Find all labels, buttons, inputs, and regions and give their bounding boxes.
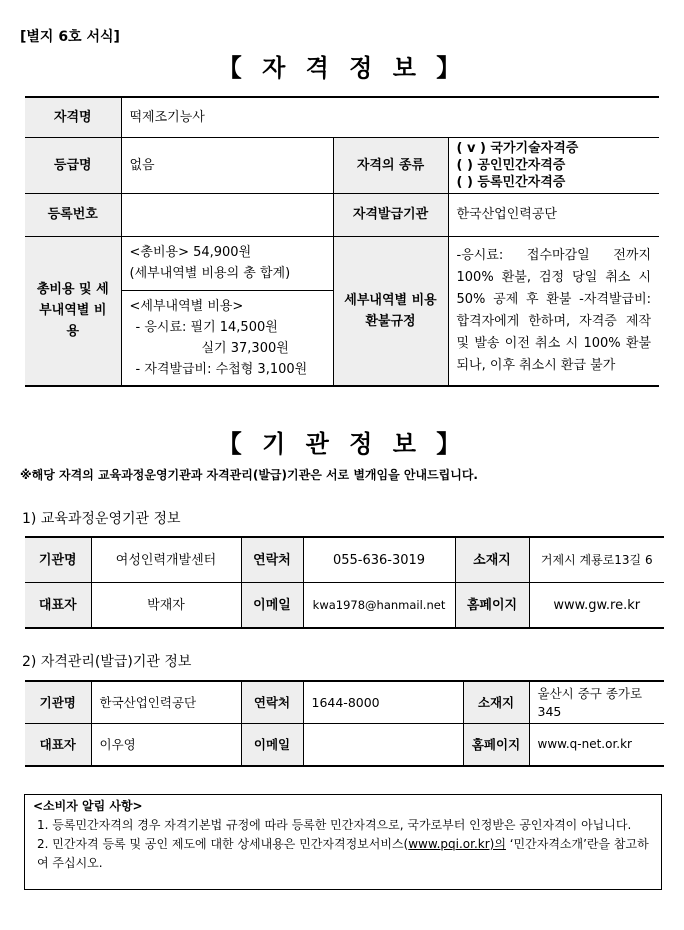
cost-total: [121, 236, 333, 290]
consumer-notice-item-1: 1. 등록민간자격의 경우 자격기본법 규정에 따라 등록한 민간자격으로, 국가로부터 인정받은 공인자격이 아닙니다.: [37, 818, 632, 832]
edu-rep-value: 박재자: [91, 583, 241, 629]
cost-detail: [121, 290, 333, 386]
consumer-notice-item-2-pre: 2. 민간자격 등록 및 공인 제도에 대한 상세내용은 민간자격정보서비스(: [37, 837, 409, 851]
edu-home-value: www.gw.re.kr: [529, 583, 664, 629]
edu-org-label: 기관명: [25, 537, 91, 583]
issuer-section-title: 2) 자격관리(발급)기관 정보: [22, 654, 192, 670]
qual-name-label: 자격명: [25, 97, 121, 137]
consumer-notice-title: <소비자 알림 사항>: [33, 799, 143, 813]
reg-number-label: 등록번호: [25, 193, 121, 236]
cost-detail-line3: - 자격발급비: 수첩형 3,100원: [135, 361, 308, 377]
edu-email-value: kwa1978@hanmail.net: [303, 583, 455, 629]
cost-detail-line1: - 응시료: 필기 14,500원: [135, 319, 278, 335]
edu-org-table: [25, 536, 664, 629]
qual-type-options: [448, 137, 659, 193]
cost-total-line2: (세부내역별 비용의 총 합계): [129, 266, 291, 281]
cost-detail-line2: 실기 37,300원: [201, 340, 289, 356]
issuer-org-label: 기관명: [25, 681, 91, 724]
form-tag: [별지 6호 서식]: [20, 29, 120, 45]
qualification-table: [25, 96, 659, 387]
consumer-notice-box: [24, 794, 662, 890]
organization-notice: ※해당 자격의 교육과정운영기관과 자격관리(발급)기관은 서로 별개임을 안내드립니다.: [20, 468, 478, 482]
qual-type-registered-private: ( ) 등록민간자격증: [456, 174, 566, 190]
edu-email-label: 이메일: [241, 583, 303, 629]
qual-name-value: 떡제조기능사: [121, 97, 659, 137]
reg-number-value: [121, 193, 333, 236]
edu-addr-label: 소재지: [455, 537, 529, 583]
edu-home-label: 홈페이지: [455, 583, 529, 629]
issuer-email-value: [303, 724, 463, 767]
issuer-value: 한국산업인력공단: [448, 193, 659, 236]
grade-label: 등급명: [25, 137, 121, 193]
issuer-addr-label: 소재지: [463, 681, 529, 724]
refund-label: 세부내역별 비용 환불규정: [333, 236, 448, 386]
issuer-org-value: 한국산업인력공단: [91, 681, 241, 724]
issuer-org-table: [25, 680, 664, 767]
issuer-label: 자격발급기관: [333, 193, 448, 236]
pqi-link[interactable]: www.pqi.or.kr)의: [408, 837, 506, 851]
edu-rep-label: 대표자: [25, 583, 91, 629]
issuer-home-value: www.q-net.or.kr: [529, 724, 664, 767]
grade-value: 없음: [121, 137, 333, 193]
refund-text: -응시료: 접수마감일 전까지 100% 환불, 검정 당일 취소 시 50% 공제 후 환불 -자격발급비: 합격자에게 한하며, 자격증 제작 및 발송 이전 취소 시 100% 환불되나, 이후 취소시 환급 불가: [448, 236, 659, 386]
edu-org-value: 여성인력개발센터: [91, 537, 241, 583]
consumer-notice-item-2-post: ‘민간자격소개’란을 참고하여 주십시오.: [37, 837, 649, 870]
issuer-contact-value: 1644-8000: [303, 681, 463, 724]
cost-total-line1: <총비용> 54,900원: [129, 245, 252, 260]
issuer-contact-label: 연락처: [241, 681, 303, 724]
issuer-email-label: 이메일: [241, 724, 303, 767]
edu-contact-label: 연락처: [241, 537, 303, 583]
qual-type-certified-private: ( ) 공인민간자격증: [456, 157, 566, 173]
qual-type-label: 자격의 종류: [333, 137, 448, 193]
issuer-rep-label: 대표자: [25, 724, 91, 767]
edu-addr-value: 거제시 계룡로13길 6: [529, 537, 664, 583]
cost-label: 총비용 및 세부내역별 비용: [25, 236, 121, 386]
qualification-info-title: 【 자 격 정 보 】: [217, 54, 467, 82]
consumer-notice-item-2: [33, 835, 653, 873]
edu-section-title: 1) 교육과정운영기관 정보: [22, 511, 181, 527]
issuer-addr-value: 울산시 중구 종가로 345: [529, 681, 664, 724]
organization-info-title: 【 기 관 정 보 】: [217, 430, 467, 458]
issuer-rep-value: 이우영: [91, 724, 241, 767]
issuer-home-label: 홈페이지: [463, 724, 529, 767]
cost-detail-title: <세부내역별 비용>: [129, 298, 244, 314]
edu-contact-value: 055-636-3019: [303, 537, 455, 583]
qual-type-national: ( v ) 국가기술자격증: [456, 140, 579, 156]
